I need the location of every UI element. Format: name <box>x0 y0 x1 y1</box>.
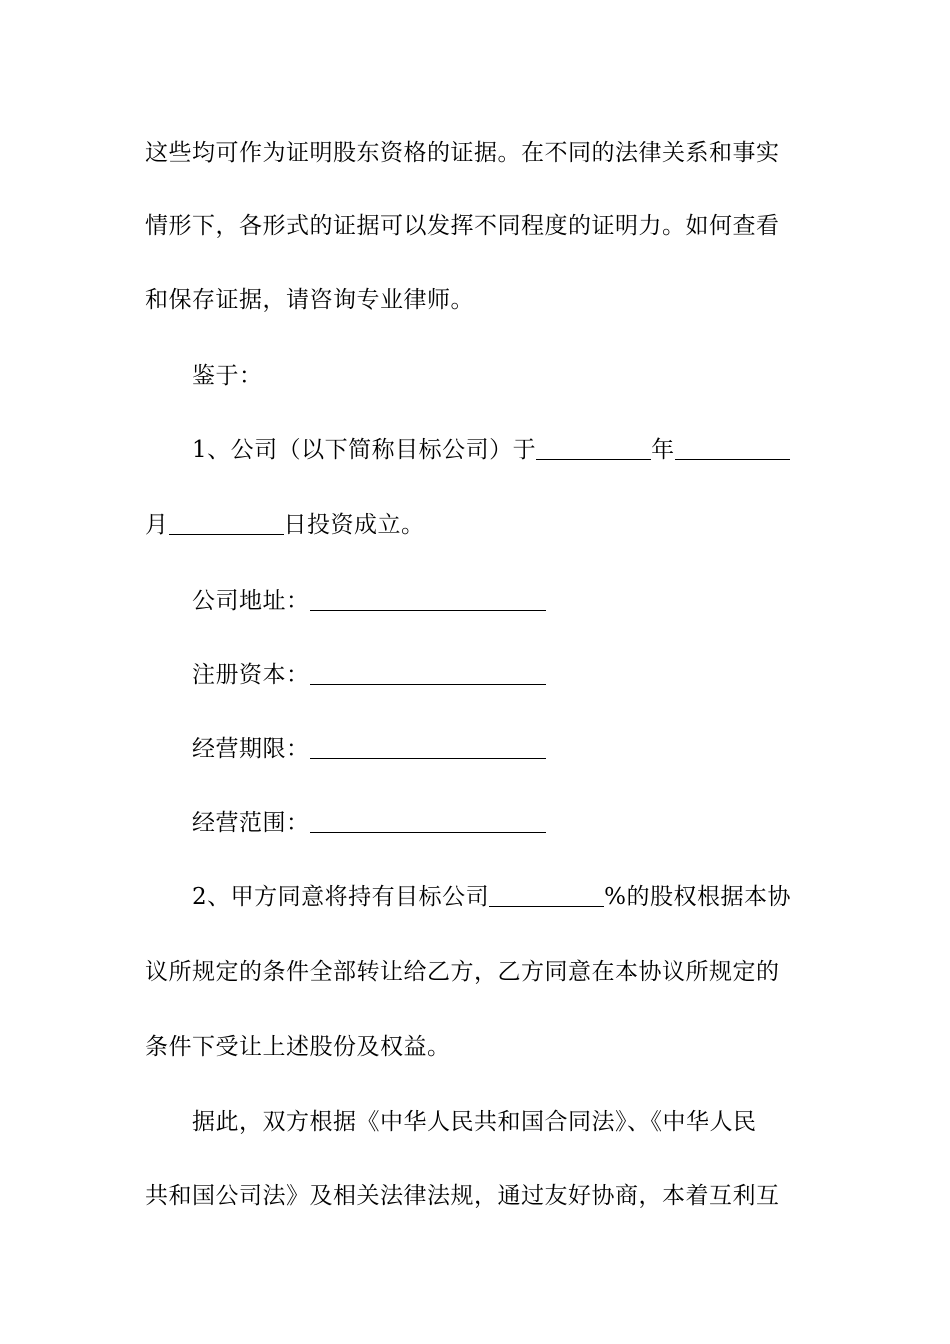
address-label: 公司地址： <box>192 588 310 614</box>
month-blank <box>675 431 790 460</box>
clause-1-prefix: 1、公司（以下简称目标公司）于 <box>192 437 537 463</box>
paragraph-line: 议所规定的条件全部转让给乙方，乙方同意在本协议所规定的 <box>145 959 780 985</box>
scope-blank <box>310 804 546 833</box>
capital-blank <box>310 656 546 685</box>
scope-field <box>192 803 862 843</box>
term-blank <box>310 730 546 759</box>
day-blank <box>169 506 284 535</box>
clause-2-line <box>192 877 862 917</box>
month-label: 月 <box>145 512 169 538</box>
percent-blank <box>489 878 604 907</box>
paragraph-line: 和保存证据，请咨询专业律师。 <box>145 287 474 313</box>
address-field <box>192 581 862 621</box>
clause-1-suffix: 日投资成立。 <box>283 512 425 538</box>
capital-field <box>192 655 862 695</box>
clause-2-prefix: 2、甲方同意将持有目标公司 <box>192 884 490 910</box>
paragraph-line: 据此，双方根据《中华人民共和国合同法》、《中华人民 <box>192 1109 757 1135</box>
clause-2-suffix: %的股权根据本协 <box>604 884 791 910</box>
address-blank <box>310 582 546 611</box>
paragraph-line: 条件下受让上述股份及权益。 <box>145 1034 451 1060</box>
paragraph-line: 共和国公司法》及相关法律法规，通过友好协商，本着互利互 <box>145 1183 780 1209</box>
paragraph-line: 情形下，各形式的证据可以发挥不同程度的证明力。如何查看 <box>145 213 780 239</box>
year-blank <box>536 431 651 460</box>
year-label: 年 <box>651 437 675 463</box>
term-label: 经营期限： <box>192 736 310 762</box>
clause-1-line <box>192 430 862 470</box>
scope-label: 经营范围： <box>192 810 310 836</box>
clause-1-line-2 <box>145 505 815 545</box>
paragraph-line: 这些均可作为证明股东资格的证据。在不同的法律关系和事实 <box>145 140 780 166</box>
whereas-heading: 鉴于： <box>192 363 263 389</box>
term-field <box>192 729 862 769</box>
capital-label: 注册资本： <box>192 662 310 688</box>
